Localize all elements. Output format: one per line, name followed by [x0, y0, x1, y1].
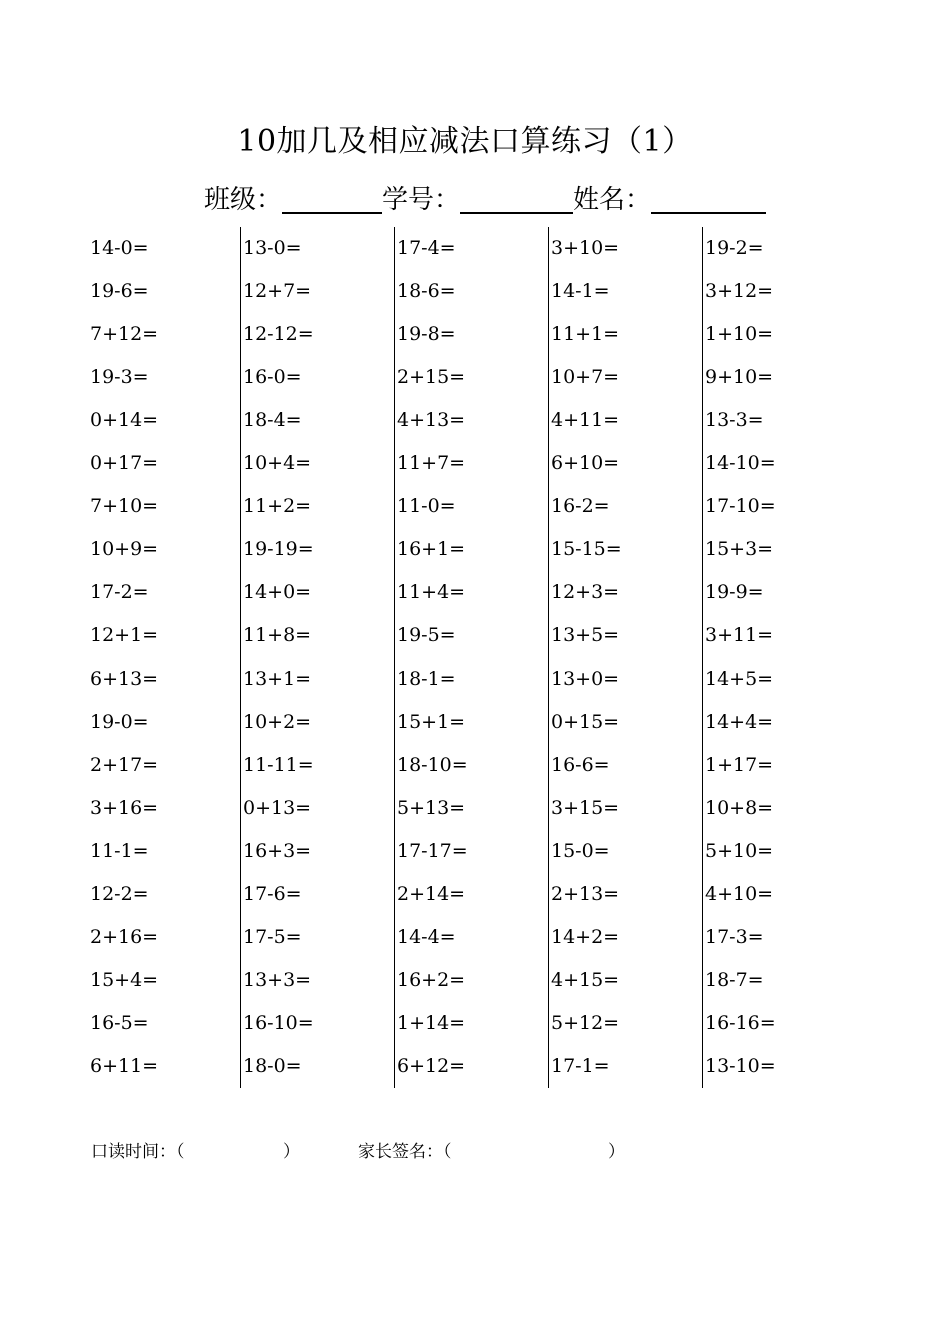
exercise-item: 16+2=: [397, 968, 466, 991]
exercise-item: 17-5=: [243, 925, 302, 948]
exercise-item: 11-1=: [90, 839, 149, 862]
exercise-item: 0+14=: [90, 409, 159, 432]
exercise-item: 14+4=: [705, 710, 774, 733]
exercise-item: 16-5=: [90, 1011, 149, 1034]
parent-signature-label: 家长签名：（: [358, 1142, 452, 1162]
exercise-item: 5+13=: [397, 796, 466, 819]
exercise-item: 4+13=: [397, 409, 466, 432]
exercise-item: 2+17=: [90, 753, 159, 776]
exercise-item: 13+1=: [243, 667, 312, 690]
exercise-item: 11+4=: [397, 581, 466, 604]
exercise-item: 14+0=: [243, 581, 312, 604]
exercise-item: 17-3=: [705, 925, 764, 948]
exercise-item: 15+3=: [705, 538, 774, 561]
exercise-item: 13+3=: [243, 968, 312, 991]
student-info-line: [204, 180, 766, 220]
exercise-item: 4+11=: [551, 409, 620, 432]
exercise-item: 16-6=: [551, 753, 610, 776]
exercise-item: 4+10=: [705, 882, 774, 905]
exercise-item: 10+7=: [551, 366, 620, 389]
exercise-item: 16-10=: [243, 1011, 314, 1034]
exercise-item: 12+3=: [551, 581, 620, 604]
exercise-item: 12-2=: [90, 882, 149, 905]
exercise-column: [394, 227, 545, 1088]
exercise-item: 1+17=: [705, 753, 774, 776]
exercise-item: 7+12=: [90, 323, 159, 346]
exercise-item: 0+13=: [243, 796, 312, 819]
exercise-item: 14-4=: [397, 925, 456, 948]
exercise-item: 10+2=: [243, 710, 312, 733]
page-title: 10加几及相应减法口算练习（1）: [237, 124, 693, 159]
exercise-item: 16+3=: [243, 839, 312, 862]
exercise-item: 19-5=: [397, 624, 456, 647]
exercise-item: 2+16=: [90, 925, 159, 948]
exercise-item: 10+8=: [705, 796, 774, 819]
exercise-item: 13-0=: [243, 237, 302, 259]
exercise-item: 16-16=: [705, 1011, 776, 1034]
exercise-item: 17-6=: [243, 882, 302, 905]
exercise-item: 11-0=: [397, 495, 456, 518]
student-number-label: 学号：: [382, 185, 461, 215]
exercise-item: 14-10=: [705, 452, 776, 475]
exercise-item: 9+10=: [705, 366, 774, 389]
exercise-item: 18-4=: [243, 409, 302, 432]
exercise-item: 19-8=: [397, 323, 456, 346]
exercise-item: 18-1=: [397, 667, 456, 690]
exercise-item: 18-7=: [705, 968, 764, 991]
exercise-grid: [88, 227, 868, 1088]
exercise-item: 11+2=: [243, 495, 312, 518]
exercise-item: 16-2=: [551, 495, 610, 518]
exercise-item: 19-9=: [705, 581, 764, 604]
exercise-item: 19-6=: [90, 280, 149, 303]
exercise-item: 16+1=: [397, 538, 466, 561]
exercise-item: 6+13=: [90, 667, 159, 690]
exercise-item: 11+7=: [397, 452, 466, 475]
class-blank[interactable]: [282, 182, 382, 214]
exercise-item: 17-2=: [90, 581, 149, 604]
exercise-item: 15+1=: [397, 710, 466, 733]
exercise-column: [88, 227, 238, 1088]
exercise-item: 19-19=: [243, 538, 314, 561]
exercise-item: 14-1=: [551, 280, 610, 303]
exercise-item: 11-11=: [243, 753, 314, 776]
exercise-item: 18-0=: [243, 1054, 302, 1077]
exercise-item: 12-12=: [243, 323, 314, 346]
exercise-item: 14+2=: [551, 925, 620, 948]
exercise-item: 17-17=: [397, 839, 468, 862]
exercise-item: 7+10=: [90, 495, 159, 518]
exercise-item: 15+4=: [90, 968, 159, 991]
exercise-item: 13-10=: [705, 1054, 776, 1077]
student-number-blank[interactable]: [460, 182, 573, 214]
exercise-item: 13+0=: [551, 667, 620, 690]
exercise-item: 19-0=: [90, 710, 149, 733]
exercise-item: 19-3=: [90, 366, 149, 389]
exercise-item: 12+7=: [243, 280, 312, 303]
exercise-item: 14-0=: [90, 237, 149, 259]
exercise-item: 10+9=: [90, 538, 159, 561]
exercise-item: 17-10=: [705, 495, 776, 518]
exercise-item: 10+4=: [243, 452, 312, 475]
exercise-item: 2+13=: [551, 882, 620, 905]
exercise-item: 6+10=: [551, 452, 620, 475]
exercise-item: 16-0=: [243, 366, 302, 389]
exercise-item: 6+12=: [397, 1054, 466, 1077]
exercise-item: 1+10=: [705, 323, 774, 346]
exercise-column: [240, 227, 391, 1088]
exercise-item: 11+8=: [243, 624, 312, 647]
exercise-item: 17-1=: [551, 1054, 610, 1077]
exercise-item: 1+14=: [397, 1011, 466, 1034]
exercise-item: 2+14=: [397, 882, 466, 905]
read-time-close: ）: [283, 1142, 300, 1162]
exercise-item: 0+17=: [90, 452, 159, 475]
exercise-item: 6+11=: [90, 1054, 159, 1077]
exercise-column: [548, 227, 699, 1088]
exercise-item: 11+1=: [551, 323, 620, 346]
exercise-item: 17-4=: [397, 237, 456, 259]
exercise-item: 3+16=: [90, 796, 159, 819]
exercise-item: 2+15=: [397, 366, 466, 389]
exercise-item: 19-2=: [705, 237, 764, 259]
read-time-label: 口读时间：（: [91, 1142, 185, 1162]
exercise-item: 18-6=: [397, 280, 456, 303]
exercise-item: 13+5=: [551, 624, 620, 647]
exercise-item: 5+12=: [551, 1011, 620, 1034]
exercise-item: 13-3=: [705, 409, 764, 432]
name-blank[interactable]: [651, 182, 766, 214]
class-label: 班级：: [204, 185, 283, 215]
exercise-item: 18-10=: [397, 753, 468, 776]
name-label: 姓名：: [573, 185, 652, 215]
exercise-column: [702, 227, 853, 1088]
exercise-item: 3+15=: [551, 796, 620, 819]
exercise-item: 14+5=: [705, 667, 774, 690]
exercise-item: 15-0=: [551, 839, 610, 862]
exercise-item: 5+10=: [705, 839, 774, 862]
exercise-item: 0+15=: [551, 710, 620, 733]
exercise-item: 3+11=: [705, 624, 774, 647]
exercise-item: 4+15=: [551, 968, 620, 991]
exercise-item: 12+1=: [90, 624, 159, 647]
exercise-item: 3+12=: [705, 280, 774, 303]
parent-signature-close: ）: [608, 1142, 625, 1162]
exercise-item: 3+10=: [551, 237, 620, 259]
exercise-item: 15-15=: [551, 538, 622, 561]
